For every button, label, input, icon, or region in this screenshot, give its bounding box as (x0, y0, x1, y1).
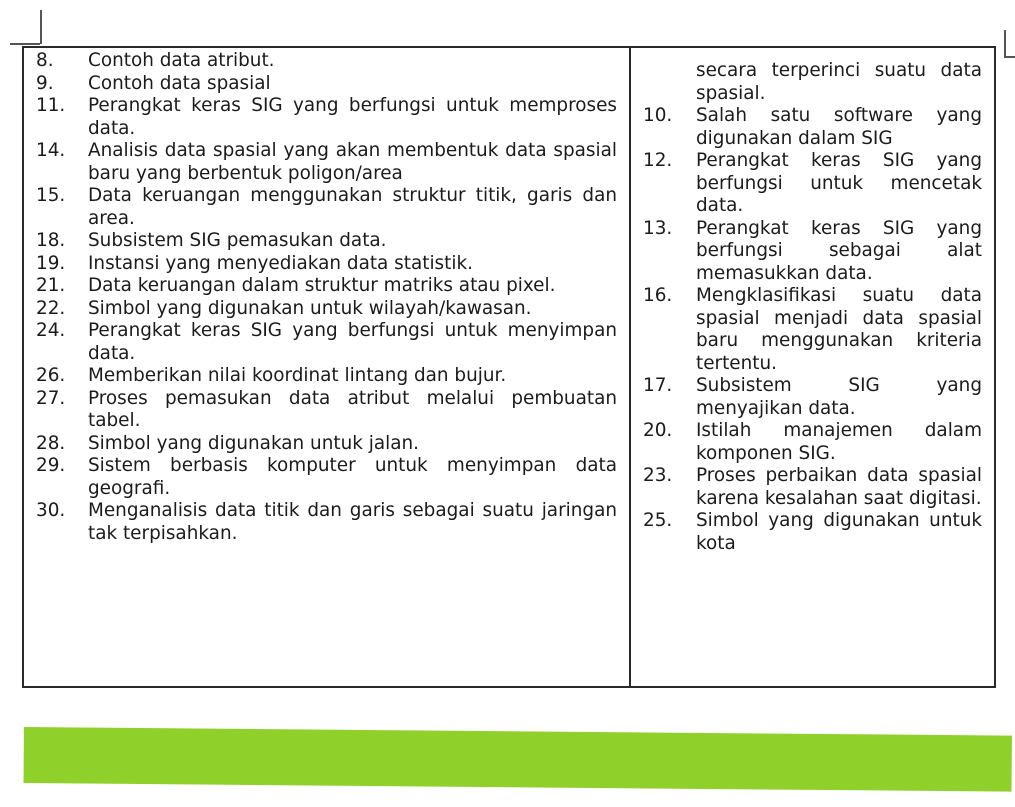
crop-mark (1004, 56, 1015, 58)
clue-text: Data keruangan dalam struktur matriks atau pixel. (88, 275, 556, 296)
clue-item (36, 140, 617, 185)
clue-number: 16. (643, 285, 673, 306)
clue-number: 27. (36, 387, 66, 409)
clue-item (643, 420, 982, 465)
clue-number: 13. (643, 217, 673, 239)
clue-number: 23. (643, 465, 673, 486)
clue-item (36, 455, 617, 500)
clue-item (643, 218, 982, 286)
clue-number: 28. (36, 432, 66, 454)
clue-number: 21. (36, 275, 66, 296)
clue-number: 24. (36, 320, 66, 341)
clue-item (36, 253, 617, 276)
clue-text: Simbol yang digunakan untuk jalan. (88, 432, 419, 454)
clue-text: Contoh data atribut. (88, 50, 275, 71)
clue-number: 26. (36, 365, 66, 386)
clue-text: Mengklasifikasi suatu data spasial menjadi data spasial baru menggunakan kriteria tertentu. (696, 285, 982, 374)
right-clue-column (631, 48, 994, 686)
clue-item (643, 285, 982, 375)
clue-text: Subsistem SIG pemasukan data. (88, 230, 387, 251)
clue-text: Proses pemasukan data atribut melalui pembuatan tabel. (88, 387, 617, 431)
clue-number: 22. (36, 297, 66, 319)
clue-item (36, 230, 617, 253)
clue-text: Perangkat keras SIG yang berfungsi untuk menyimpan data. (88, 320, 617, 364)
clue-number: 20. (643, 420, 673, 441)
clue-text: Perangkat keras SIG yang berfungsi sebagai alat memasukkan data. (696, 217, 982, 284)
clue-number: 15. (36, 185, 66, 206)
clue-number: 9. (36, 72, 54, 94)
clue-number: 29. (36, 455, 66, 476)
crossword-clue-table (22, 46, 996, 688)
clue-text: Proses perbaikan data spasial karena kesalahan saat digitasi. (696, 465, 982, 509)
clue-continuation: secara terperinci suatu data spasial. (696, 60, 982, 104)
highlight-bar (24, 727, 1012, 792)
clue-text: Menganalisis data titik dan garis sebagai suatu jaringan tak terpisahkan. (88, 500, 617, 544)
clue-text: Simbol yang digunakan untuk kota (696, 510, 982, 554)
clue-text: Subsistem SIG yang menyajikan data. (696, 375, 982, 419)
clue-number: 18. (36, 230, 66, 251)
clue-number: 19. (36, 252, 66, 274)
clue-item (36, 433, 617, 456)
clue-text: Analisis data spasial yang akan membentuk data spasial baru yang berbentuk poligon/area (88, 140, 617, 184)
clue-item (36, 365, 617, 388)
crop-mark (40, 10, 42, 44)
clue-item (643, 510, 982, 555)
clue-text: Instansi yang menyediakan data statistik. (88, 252, 473, 274)
left-clue-column (24, 48, 631, 686)
clue-item (36, 275, 617, 298)
clue-text: Salah satu software yang digunakan dalam SIG (696, 105, 982, 149)
clue-item (643, 465, 982, 510)
clue-item (36, 50, 617, 73)
clue-number: 11. (36, 95, 66, 116)
clue-number: 14. (36, 140, 66, 161)
clue-text: Perangkat keras SIG yang berfungsi untuk memproses data. (88, 95, 617, 139)
clue-item (643, 105, 982, 150)
clue-item (36, 298, 617, 321)
clue-text: Perangkat keras SIG yang berfungsi untuk mencetak data. (696, 150, 982, 216)
clue-text: Contoh data spasial (88, 72, 271, 94)
clue-number: 8. (36, 50, 54, 71)
clue-item (36, 500, 617, 545)
clue-text: Sistem berbasis komputer untuk menyimpan data geografi. (88, 455, 617, 499)
clue-number: 10. (643, 105, 673, 126)
clue-text: Simbol yang digunakan untuk wilayah/kawasan. (88, 297, 532, 319)
clue-number: 30. (36, 500, 66, 521)
clue-text: Istilah manajemen dalam komponen SIG. (696, 420, 982, 464)
clue-item (36, 185, 617, 230)
clue-number: 17. (643, 375, 673, 396)
crop-mark (10, 43, 40, 45)
clue-item (36, 388, 617, 433)
clue-item (36, 320, 617, 365)
clue-item (643, 375, 982, 420)
crop-mark (1004, 30, 1006, 58)
clue-item (36, 95, 617, 140)
clue-item (643, 150, 982, 218)
clue-text: Data keruangan menggunakan struktur titik, garis dan area. (88, 185, 617, 229)
clue-number: 12. (643, 150, 673, 171)
clue-text: Memberikan nilai koordinat lintang dan bujur. (88, 365, 507, 386)
clue-number: 25. (643, 510, 673, 531)
clue-item (36, 73, 617, 96)
